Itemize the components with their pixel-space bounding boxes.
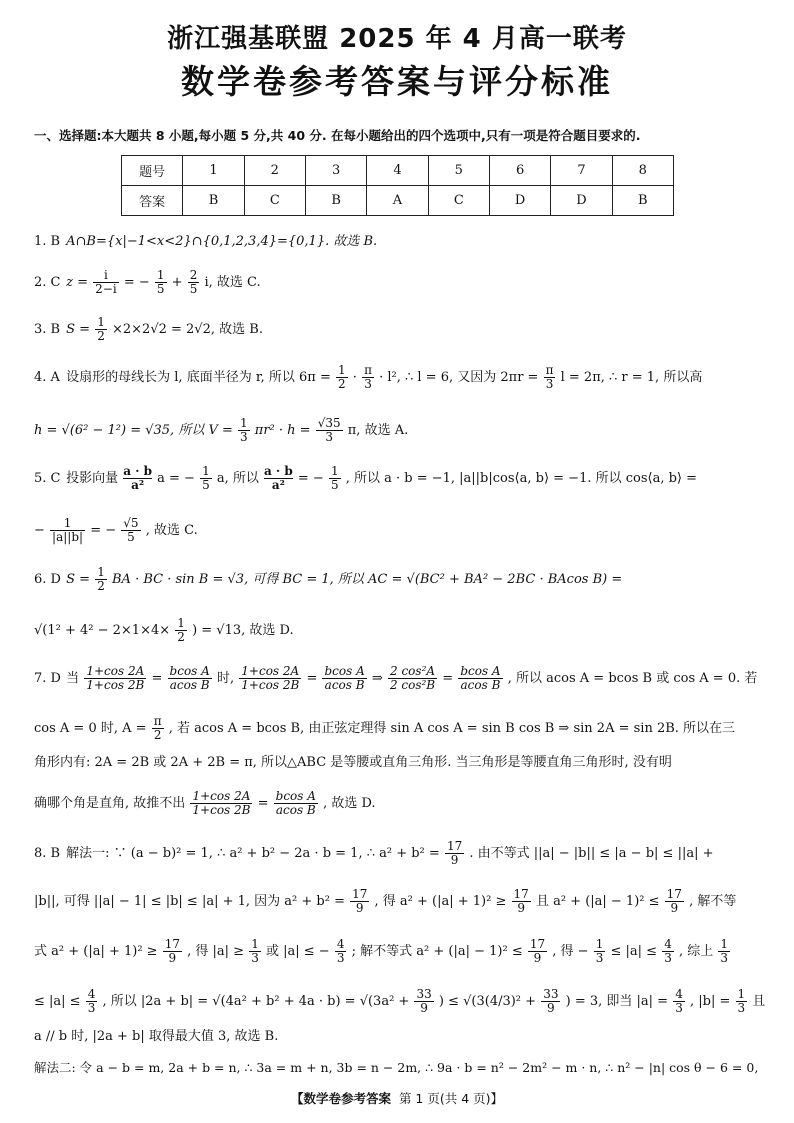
answer-table bbox=[121, 155, 674, 216]
fraction: $\frac{1}{3}$ bbox=[720, 937, 729, 965]
math-text: 设扇形的母线长为 l, 底面半径为 r, 所以 6π = bbox=[66, 370, 331, 385]
math-text: a = − bbox=[157, 471, 195, 486]
solution-number: 6. D bbox=[34, 572, 61, 587]
fraction: $\frac{17}{9}$ bbox=[529, 937, 546, 965]
math-text: a, 所以 bbox=[216, 471, 259, 486]
math-text: 确哪个角是直角, 故推不出 bbox=[34, 796, 186, 811]
fraction: $\frac{\text{bcos A}}{\text{acos B}}$ bbox=[324, 664, 365, 692]
solution-number: 5. C bbox=[34, 471, 61, 486]
fraction: $\frac{√35}{3}$ bbox=[317, 416, 341, 444]
fraction: $\frac{1}{3}$ bbox=[595, 937, 604, 965]
page-footer bbox=[0, 1089, 794, 1107]
math-text: , |b| = bbox=[689, 994, 731, 1009]
math-text: ) = √13, 故选 D. bbox=[192, 623, 294, 638]
solution-7-line-2 bbox=[34, 715, 735, 742]
question-number: 6 bbox=[489, 156, 550, 186]
fraction: $\frac{\pi}{3}$ bbox=[364, 363, 372, 391]
solution-8-line-2 bbox=[34, 888, 736, 915]
math-text: , 故选 C. bbox=[145, 523, 198, 538]
math-text: = bbox=[257, 796, 269, 811]
math-text: ; 解不等式 a² + (|a| − 1)² ≤ bbox=[351, 944, 523, 959]
question-number: 5 bbox=[428, 156, 489, 186]
fraction: $\frac{\pi}{3}$ bbox=[545, 363, 554, 391]
solution-4-line-2 bbox=[34, 417, 408, 444]
answer-table-number-row bbox=[122, 156, 674, 186]
solution-number: 4. A bbox=[34, 370, 60, 385]
solution-number: 1. B bbox=[34, 234, 61, 249]
math-text: 投影向量 bbox=[66, 471, 119, 486]
answer-table-answer-row bbox=[122, 186, 674, 216]
answer-cell: B bbox=[612, 186, 673, 216]
fraction: $\frac{1}{2}$ bbox=[177, 616, 185, 644]
solution-number: 8. B bbox=[34, 846, 61, 861]
number-row-label: 题号 bbox=[122, 156, 183, 186]
math-text: 且 a² + (|a| − 1)² ≤ bbox=[535, 894, 660, 909]
fraction: $\frac{1+\cos 2A}{1+\cos 2B}$ bbox=[192, 789, 251, 817]
answer-cell: C bbox=[244, 186, 305, 216]
math-text: ≤ |a| ≤ bbox=[34, 994, 81, 1009]
solution-8-line-5: a // b 时, |2a + b| 取得最大值 3, 故选 B. bbox=[34, 1029, 279, 1044]
solution-5-line-1 bbox=[34, 465, 762, 492]
math-text: 且 bbox=[752, 994, 766, 1009]
fraction: $\frac{1+\cos 2A}{1+\cos 2B}$ bbox=[86, 664, 145, 692]
math-text: · l², ∴ l = 6, 又因为 2πr = bbox=[379, 370, 539, 385]
solution-2 bbox=[34, 269, 261, 296]
fraction: $\frac{1}{2}$ bbox=[338, 363, 346, 391]
solution-4-line-1 bbox=[34, 364, 762, 391]
math-text: , 所以 a · b = −1, |a||b|cos⟨a, b⟩ = −1. 所以 cos⟨a, b⟩ = bbox=[345, 471, 698, 486]
math-text: , 得 − bbox=[552, 944, 589, 959]
fraction: $\frac{17}{9}$ bbox=[666, 887, 682, 915]
math-text: − bbox=[34, 523, 45, 538]
solution-6-line-2 bbox=[34, 617, 294, 644]
math-text: = bbox=[306, 671, 318, 686]
math-text: BA · BC · sin B = √3, 可得 BC = 1, 所以 AC = √(BC² + BA² − 2BC · BAcos B) = bbox=[112, 572, 623, 587]
fraction: $\frac{i}{2-i}$ bbox=[95, 268, 117, 296]
math-text: , 综上 bbox=[678, 944, 714, 959]
solution-number: 3. B bbox=[34, 322, 61, 337]
fraction: $\frac{17}{9}$ bbox=[164, 937, 180, 965]
math-text: = − bbox=[90, 523, 117, 538]
fraction: $\frac{4}{3}$ bbox=[336, 937, 345, 965]
question-number: 1 bbox=[183, 156, 244, 186]
solution-3 bbox=[34, 316, 263, 343]
math-text: ×2×2√2 = 2√2, 故选 B. bbox=[112, 322, 263, 337]
title-line-1: 浙江强基联盟 2025 年 4 月高一联考 bbox=[167, 24, 627, 54]
fraction: $\frac{4}{3}$ bbox=[675, 987, 683, 1015]
math-text: ≤ |a| ≤ bbox=[610, 944, 658, 959]
fraction: $\frac{1}{|a||b|}$ bbox=[52, 516, 84, 544]
math-text: z = bbox=[66, 275, 89, 290]
solution-number: 2. C bbox=[34, 275, 61, 290]
math-text: 式 a² + (|a| + 1)² ≥ bbox=[34, 944, 158, 959]
solution-8-line-3 bbox=[34, 938, 731, 965]
math-text: , 得 a² + (|a| + 1)² ≥ bbox=[374, 894, 507, 909]
math-text: 解法一: ∵ (a − b)² = 1, ∴ a² + b² − 2a · b = 1, ∴ a² + b² = bbox=[66, 846, 440, 861]
math-text: . 由不等式 ||a| − |b|| ≤ |a − b| ≤ ||a| + bbox=[469, 846, 714, 861]
fraction: $\frac{1}{3}$ bbox=[737, 987, 746, 1015]
solution-5-line-2 bbox=[34, 517, 198, 544]
fraction: $\frac{a \cdot b}{\text{a²}}$ bbox=[123, 464, 152, 492]
math-text: = bbox=[442, 671, 454, 686]
solution-6-line-1 bbox=[34, 566, 762, 593]
fraction: $\frac{17}{9}$ bbox=[513, 887, 529, 915]
footer-page: 第 1 页(共 4 页)】 bbox=[398, 1091, 504, 1106]
question-number: 7 bbox=[551, 156, 612, 186]
math-text: |b||, 可得 ||a| − 1| ≤ |b| ≤ |a| + 1, 因为 a² + b² = bbox=[34, 894, 345, 909]
math-text: · bbox=[352, 370, 357, 385]
math-text: h = √(6² − 1²) = √35, 所以 V = bbox=[34, 423, 233, 438]
math-text: , 所以 acos A = bcos B 或 cos A = 0. 若 bbox=[507, 671, 758, 686]
math-text: πr² · h = bbox=[254, 423, 311, 438]
math-text: ) ≤ √(3(4/3)² + bbox=[438, 994, 537, 1009]
fraction: $\frac{17}{9}$ bbox=[352, 887, 368, 915]
solution-7-line-1 bbox=[34, 665, 762, 692]
fraction: $\frac{17}{9}$ bbox=[446, 839, 463, 867]
question-number: 4 bbox=[367, 156, 428, 186]
math-text: , 解不等 bbox=[689, 894, 737, 909]
fraction: $\frac{1}{5}$ bbox=[202, 464, 210, 492]
math-text: = − bbox=[297, 471, 324, 486]
fraction: $\frac{1}{5}$ bbox=[156, 268, 165, 296]
fraction: $\frac{4}{3}$ bbox=[664, 937, 672, 965]
fraction: $\frac{4}{3}$ bbox=[87, 987, 96, 1015]
answer-cell: D bbox=[489, 186, 550, 216]
question-number: 2 bbox=[244, 156, 305, 186]
section-heading: 一、选择题:本大题共 8 小题,每小题 5 分,共 40 分. 在每小题给出的四个选项中,只有一项是符合题目要求的. bbox=[34, 128, 641, 143]
fraction: $\frac{33}{9}$ bbox=[416, 987, 432, 1015]
math-text: cos A = 0 时, A = bbox=[34, 721, 147, 736]
math-text: 或 |a| ≤ − bbox=[266, 944, 330, 959]
answer-cell: D bbox=[551, 186, 612, 216]
solution-text: A∩B={x|−1<x<2}∩{0,1,2,3,4}={0,1}. 故选 B. bbox=[66, 234, 378, 249]
answer-cell: B bbox=[183, 186, 244, 216]
math-text: S = bbox=[66, 322, 91, 337]
math-text: ⇒ bbox=[371, 671, 383, 686]
title-line-2: 数学卷参考答案与评分标准 bbox=[181, 62, 613, 101]
solution-8-line-1 bbox=[34, 840, 762, 867]
math-text: π, 故选 A. bbox=[347, 423, 409, 438]
fraction: $\frac{\text{bcos A}}{\text{acos B}}$ bbox=[460, 664, 501, 692]
answer-cell: A bbox=[367, 186, 428, 216]
fraction: $\frac{a \cdot b}{\text{a²}}$ bbox=[264, 464, 293, 492]
fraction: $\frac{1+\cos 2A}{1+\cos 2B}$ bbox=[241, 664, 300, 692]
fraction: $\frac{\text{bcos A}}{\text{acos B}}$ bbox=[275, 789, 316, 817]
math-text: S = bbox=[66, 572, 91, 587]
fraction: $\frac{\text{2 cos²A}}{\text{2 cos²B}}$ bbox=[389, 664, 436, 692]
math-text: √(1² + 4² − 2×1×4× bbox=[34, 623, 171, 638]
fraction: $\frac{1}{2}$ bbox=[97, 315, 105, 343]
question-number: 3 bbox=[305, 156, 366, 186]
math-text: i, 故选 C. bbox=[204, 275, 261, 290]
math-text: , 故选 D. bbox=[323, 796, 376, 811]
math-text: = bbox=[151, 671, 163, 686]
solution-number: 7. D bbox=[34, 671, 61, 686]
math-text: l = 2π, ∴ r = 1, 所以高 bbox=[560, 370, 703, 385]
fraction: $\frac{1}{3}$ bbox=[251, 937, 259, 965]
fraction: $\frac{1}{2}$ bbox=[97, 565, 105, 593]
math-text: , 所以 |2a + b| = √(4a² + b² + 4a · b) = √(3a² + bbox=[102, 994, 410, 1009]
fraction: $\frac{2}{5}$ bbox=[189, 268, 198, 296]
math-text: + bbox=[171, 275, 183, 290]
solution-8-line-4 bbox=[34, 988, 765, 1015]
solution-8-line-6: 解法二: 令 a − b = m, 2a + b = n, ∴ 3a = m + n, 3b = n − 2m, ∴ 9a · b = n² − 2m² − m · n, ∴ n² − |n| cos θ − 6 = 0, bbox=[34, 1060, 759, 1075]
solution-7-line-3: 角形内有: 2A = 2B 或 2A + 2B = π, 所以△ABC 是等腰或直角三角形. 当三角形是等腰直角三角形时, 没有明 bbox=[34, 755, 672, 770]
footer-doc-name: 【数学卷参考答案 bbox=[290, 1091, 391, 1106]
solution-7-line-4 bbox=[34, 790, 376, 817]
answer-row-label: 答案 bbox=[122, 186, 183, 216]
math-text: 时, bbox=[216, 671, 235, 686]
fraction: $\frac{\pi}{2}$ bbox=[153, 714, 162, 742]
fraction: $\frac{33}{9}$ bbox=[543, 987, 559, 1015]
fraction: $\frac{√5}{5}$ bbox=[123, 516, 139, 544]
fraction: $\frac{1}{5}$ bbox=[330, 464, 339, 492]
fraction: $\frac{1}{3}$ bbox=[240, 416, 248, 444]
math-text: , 得 |a| ≥ bbox=[187, 944, 245, 959]
question-number: 8 bbox=[612, 156, 673, 186]
solution-1 bbox=[34, 232, 377, 252]
math-text: , 若 acos A = bcos B, 由正弦定理得 sin A cos A = sin B cos B ⇒ sin 2A = sin 2B. 所以在三 bbox=[168, 721, 736, 736]
math-text: 当 bbox=[66, 671, 80, 686]
answer-cell: B bbox=[305, 186, 366, 216]
fraction: $\frac{\text{bcos A}}{\text{acos B}}$ bbox=[169, 664, 210, 692]
math-text: ) = 3, 即当 |a| = bbox=[565, 994, 669, 1009]
answer-cell: C bbox=[428, 186, 489, 216]
math-text: = − bbox=[123, 275, 150, 290]
